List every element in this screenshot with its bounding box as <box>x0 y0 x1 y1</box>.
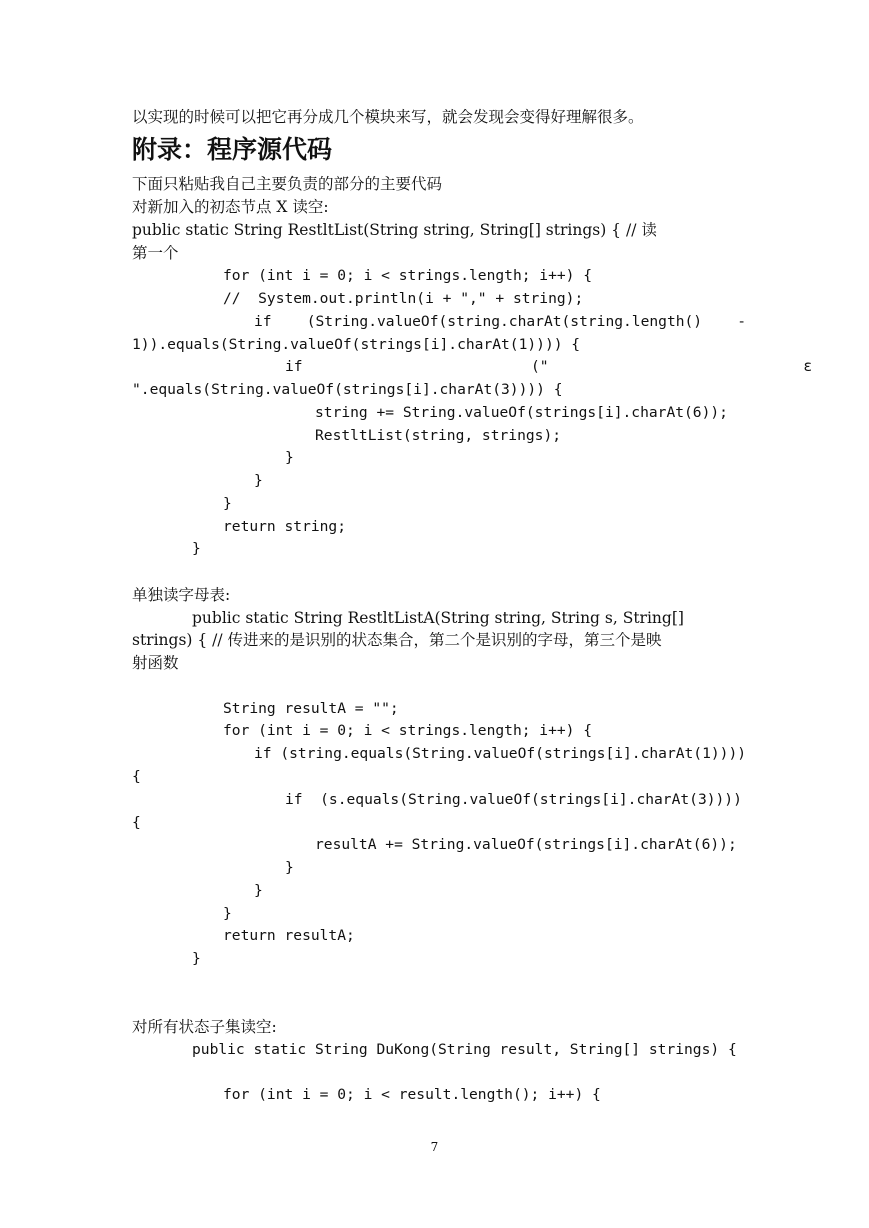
text-line: 对所有状态子集读空: <box>132 1018 277 1036</box>
code-line: public static String DuKong(String result, String[] strings) { <box>192 1041 737 1058</box>
code-line: if (String.valueOf(string.charAt(string.length() - <box>254 313 747 330</box>
code-line: resultA += String.valueOf(strings[i].charAt(6)); <box>315 836 737 853</box>
text-line: 单独读字母表: <box>132 586 231 604</box>
code-line: } <box>192 540 201 557</box>
code-line: for (int i = 0; i < result.length(); i++) { <box>223 1086 601 1103</box>
code-line: 第一个 <box>132 244 179 262</box>
code-line: RestltList(string, strings); <box>315 427 562 444</box>
code-line: if (s.equals(String.valueOf(strings[i].charAt(3)))) <box>285 791 742 808</box>
code-line: 1)).equals(String.valueOf(strings[i].charAt(1)))) { <box>132 336 581 353</box>
code-line: } <box>285 449 294 466</box>
code-line: ".equals(String.valueOf(strings[i].charAt(3)))) { <box>132 381 563 398</box>
code-line: } <box>223 905 232 922</box>
code-line: { <box>132 814 141 831</box>
code-line: } <box>192 950 201 967</box>
code-line: String resultA = ""; <box>223 700 399 717</box>
code-line: } <box>254 882 263 899</box>
code-line: for (int i = 0; i < strings.length; i++) { <box>223 722 593 739</box>
appendix-heading: 附录：程序源代码 <box>132 135 333 164</box>
code-line: public static String RestltList(String string, String[] strings) { // 读 <box>132 221 657 239</box>
intro-tail-text: 以实现的时候可以把它再分成几个模块来写，就会发现会变得好理解很多。 <box>132 108 644 126</box>
code-line: for (int i = 0; i < strings.length; i++) { <box>223 267 593 284</box>
code-line: if (" ε <box>285 358 813 375</box>
code-line: return resultA; <box>223 927 355 944</box>
code-line: { <box>132 768 141 785</box>
code-line: } <box>223 495 232 512</box>
code-line: strings) { // 传进来的是识别的状态集合，第二个是识别的字母，第三个是映 <box>132 631 662 649</box>
code-line: if (string.equals(String.valueOf(strings[i].charAt(1)))) <box>254 745 747 762</box>
code-line: string += String.valueOf(strings[i].charAt(6)); <box>315 404 728 421</box>
text-line: 对新加入的初态节点 X 读空: <box>132 198 329 216</box>
text-line: 下面只粘贴我自己主要负责的部分的主要代码 <box>132 175 443 193</box>
page-number: 7 <box>430 1140 439 1154</box>
code-line: return string; <box>223 518 347 535</box>
code-line: // System.out.println(i + "," + string); <box>223 290 584 307</box>
text-line: 射函数 <box>132 654 179 672</box>
code-line: public static String RestltListA(String string, String s, String[] <box>192 609 684 627</box>
code-line: } <box>285 859 294 876</box>
code-line: } <box>254 472 263 489</box>
